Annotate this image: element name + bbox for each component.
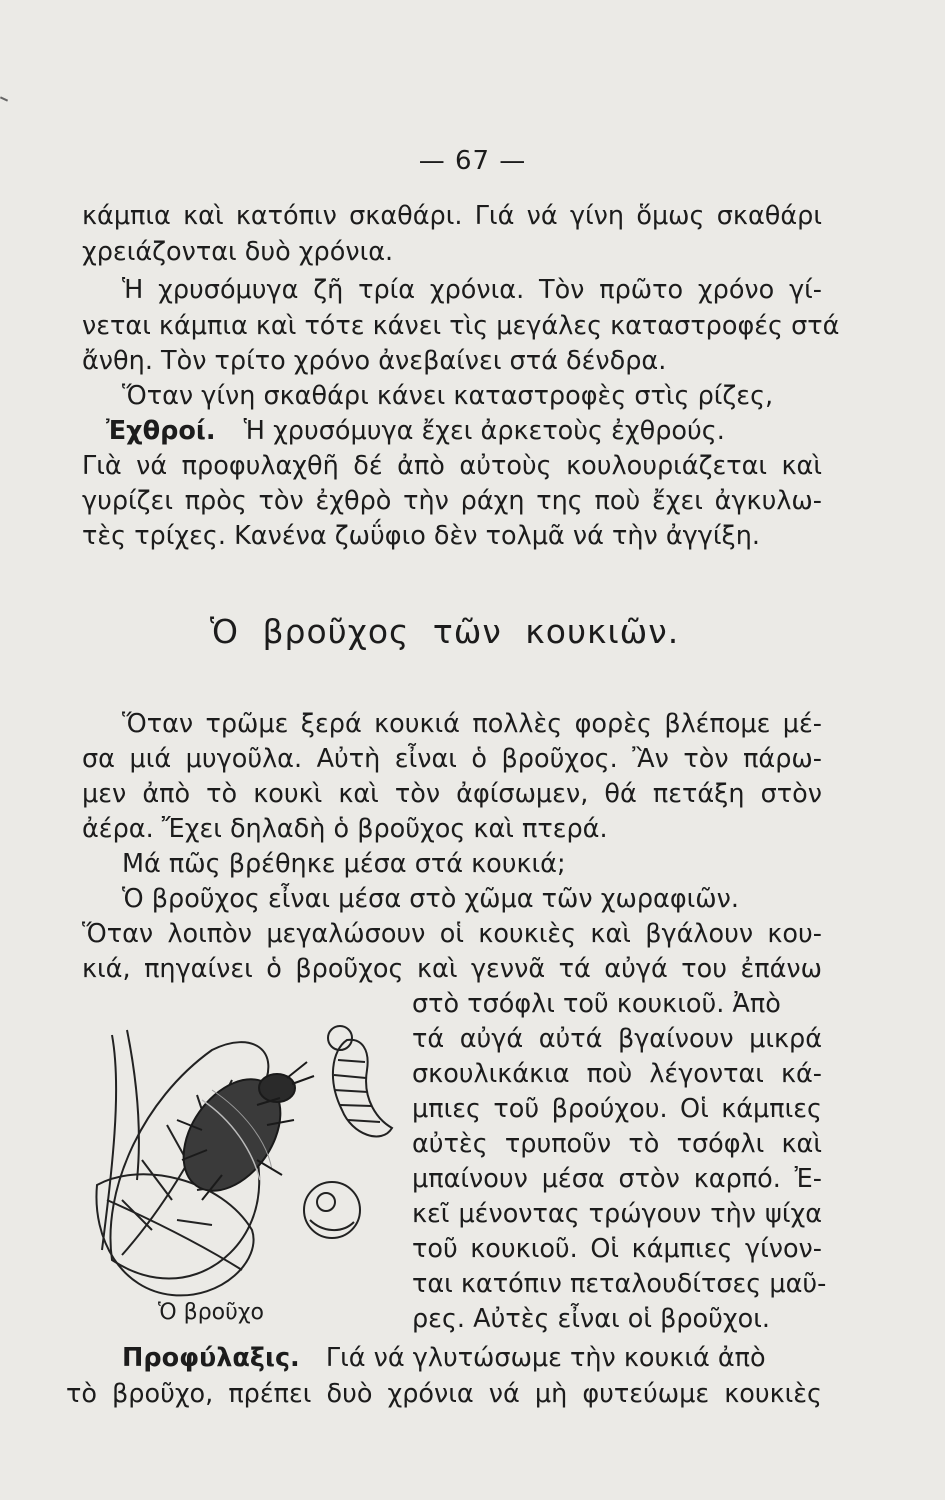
beetle-illustration-icon (82, 1010, 400, 1310)
side-text-line: ρες. Αὐτὲς εἶναι οἱ βροῦχοι. (412, 1304, 770, 1334)
side-text-line: στὸ τσόφλι τοῦ κουκιοῦ. Ἀπὸ (412, 989, 781, 1019)
page-number: — 67 — (418, 146, 527, 176)
text-line: κιά, πηγαίνει ὁ βροῦχος καὶ γεννᾶ τά αὐγά του ἐπάνω (82, 954, 822, 984)
prevention-text: Γιά νά γλυτώσωμε τὴν κουκιά ἀπὸ (325, 1343, 766, 1373)
figure-caption: Ὁ βροῦχο (158, 1300, 265, 1325)
text-line: ἄνθη. Τὸν τρίτο χρόνο ἀνεβαίνει στά δένδρα. (82, 346, 667, 376)
text-line: ἀέρα. Ἔχει δηλαδὴ ὁ βροῦχος καὶ πτερά. (82, 814, 608, 844)
text-line: Ὅταν γίνη σκαθάρι κάνει καταστροφὲς στὶς ρίζες, (122, 381, 774, 411)
text-line: νεται κάμπια καὶ τότε κάνει τὶς μεγάλες καταστροφές στά (82, 311, 840, 341)
text-line: Μά πῶς βρέθηκε μέσα στά κουκιά; (122, 849, 566, 879)
text-line: Γιὰ νά προφυλαχθῆ δέ ἀπὸ αὐτοὺς κουλουριάζεται καὶ (82, 451, 822, 481)
side-text-line: τά αὐγά αὐτά βγαίνουν μικρά (412, 1024, 822, 1054)
enemies-line (106, 415, 725, 449)
text-line: χρειάζονται δυὸ χρόνια. (82, 237, 394, 267)
side-text-line: κεῖ μένοντας τρώγουν τὴν ψίχα (412, 1199, 822, 1229)
text-line: Ὁ βροῦχος εἶναι μέσα στὸ χῶμα τῶν χωραφιῶν. (122, 884, 739, 914)
text-line: τὲς τρίχες. Κανένα ζωΰφιο δὲν τολμᾶ νά τὴν ἀγγίξη. (82, 521, 760, 551)
side-text-line: μπιες τοῦ βρούχου. Οἱ κάμπιες (412, 1094, 822, 1124)
section-heading: Ὁ βροῦχος τῶν κουκιῶν. (210, 612, 680, 651)
text-line: γυρίζει πρὸς τὸν ἐχθρὸ τὴν ράχη της ποὺ ἔχει ἀγκυλω- (82, 486, 822, 516)
side-text-line: τοῦ κουκιοῦ. Οἱ κάμπιες γίνον- (412, 1234, 822, 1264)
text-line: σα μιά μυγοῦλα. Αὐτὴ εἶναι ὁ βροῦχος. Ἂν τὸν πάρω- (82, 744, 822, 774)
text-line: Ἡ χρυσόμυγα ζῆ τρία χρόνια. Τὸν πρῶτο χρόνο γί- (122, 275, 822, 305)
scan-mark (0, 96, 8, 101)
prevention-label: Προφύλαξις. (122, 1343, 300, 1373)
side-text-line: αὐτὲς τρυποῦν τὸ τσόφλι καὶ (412, 1129, 822, 1159)
text-line: Ὅταν λοιπὸν μεγαλώσουν οἱ κουκιὲς καὶ βγάλουν κου- (82, 919, 822, 949)
text-line: τὸ βροῦχο, πρέπει δυὸ χρόνια νά μὴ φυτεύωμε κουκιὲς (66, 1379, 822, 1409)
text-line: κάμπια καὶ κατόπιν σκαθάρι. Γιά νά γίνη ὅμως σκαθάρι (82, 201, 822, 231)
side-text-line: σκουλικάκια ποὺ λέγονται κά- (412, 1059, 822, 1089)
prevention-line (122, 1342, 766, 1376)
enemies-label: Ἐχθροί. (106, 416, 216, 446)
text-line: μεν ἀπὸ τὸ κουκὶ καὶ τὸν ἀφίσωμεν, θά πετάξη στὸν (82, 779, 822, 809)
text-line: Ὅταν τρῶμε ξερά κουκιά πολλὲς φορὲς βλέπομε μέ- (122, 709, 822, 739)
side-text-line: ται κατόπιν πεταλουδίτσες μαῦ- (412, 1269, 827, 1299)
enemies-text: Ἡ χρυσόμυγα ἔχει ἀρκετοὺς ἐχθρούς. (243, 416, 725, 446)
side-text-line: μπαίνουν μέσα στὸν καρπό. Ἐ- (412, 1164, 822, 1194)
